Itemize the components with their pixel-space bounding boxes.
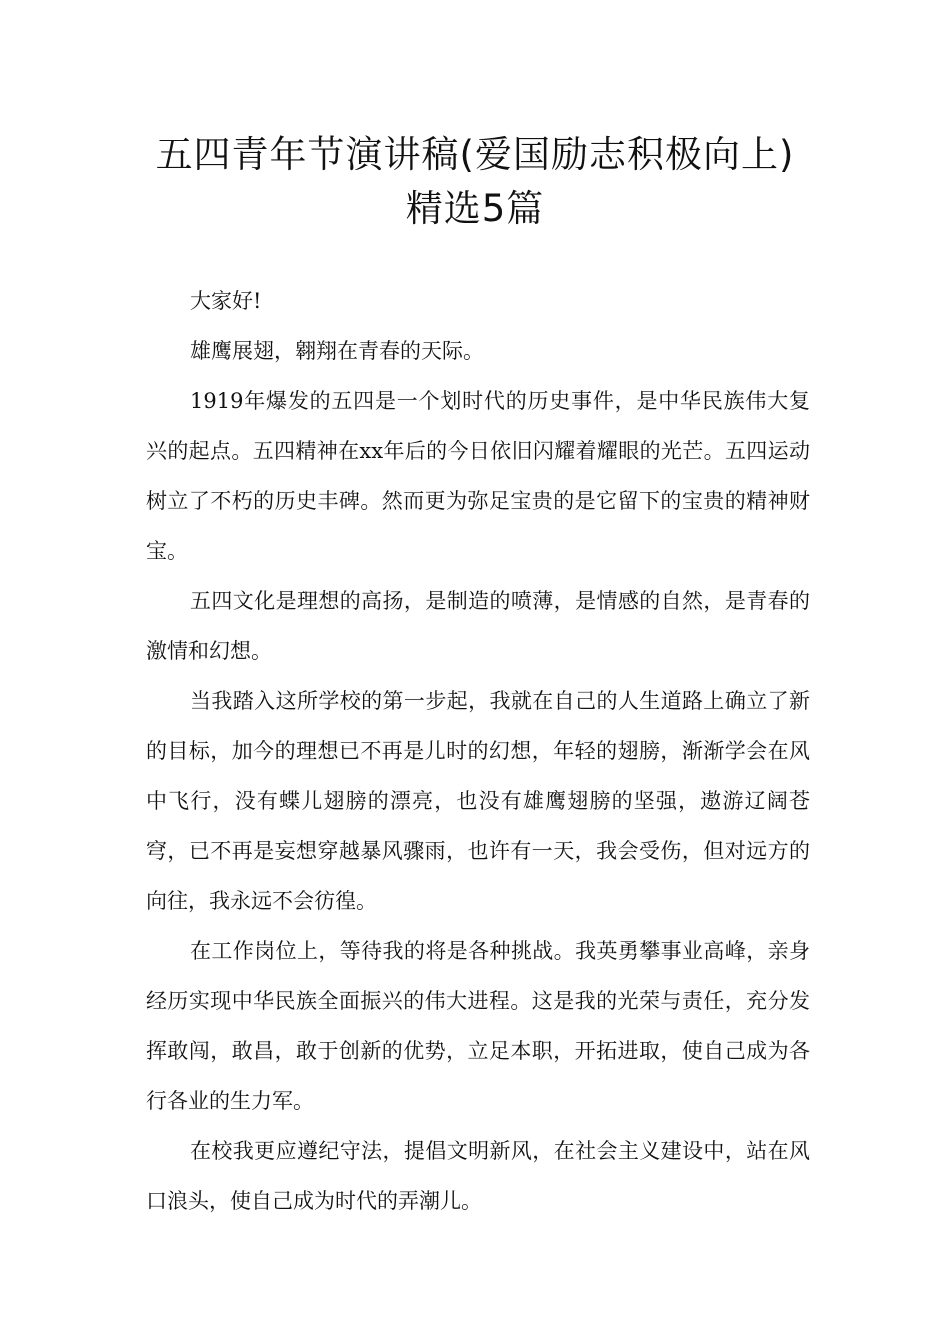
- paragraph-history: 1919年爆发的五四是一个划时代的历史事件，是中华民族伟大复兴的起点。五四精神在xx年后的今日依旧闪耀着耀眼的光芒。五四运动树立了不朽的历史丰碑。然而更为弥足宝贵的是它留下的宝贵的精神财宝。: [146, 389, 810, 563]
- paragraph-eagle: 雄鹰展翅，翱翔在青春的天际。: [190, 339, 484, 363]
- paragraph-greeting: 大家好!: [190, 289, 262, 313]
- paragraph-school-goal: 当我踏入这所学校的第一步起，我就在自己的人生道路上确立了新的目标，加今的理想已不再是儿时的幻想，年轻的翅膀，渐渐学会在风中飞行，没有蝶儿翅膀的漂亮，也没有雄鹰翅膀的坚强，遨游辽阔苍穹，已不再是妄想穿越暴风骤雨，也许有一天，我会受伤，但对远方的向往，我永远不会彷徨。: [146, 689, 810, 913]
- title-line-2: 精选5篇: [405, 187, 545, 230]
- title-line-1: 五四青年节演讲稿(爱国励志积极向上): [155, 133, 795, 176]
- paragraph-conduct: 在校我更应遵纪守法，提倡文明新风，在社会主义建设中，站在风口浪头，使自己成为时代的弄潮儿。: [146, 1139, 810, 1213]
- paragraph-culture: 五四文化是理想的高扬，是制造的喷薄，是情感的自然，是青春的激情和幻想。: [146, 589, 810, 663]
- page-title: [0, 128, 950, 236]
- document-body: [146, 276, 810, 1226]
- paragraph-work: 在工作岗位上，等待我的将是各种挑战。我英勇攀事业高峰，亲身经历实现中华民族全面振兴的伟大进程。这是我的光荣与责任，充分发挥敢闯，敢昌，敢于创新的优势，立足本职，开拓进取，使自己成为各行各业的生力军。: [146, 939, 810, 1113]
